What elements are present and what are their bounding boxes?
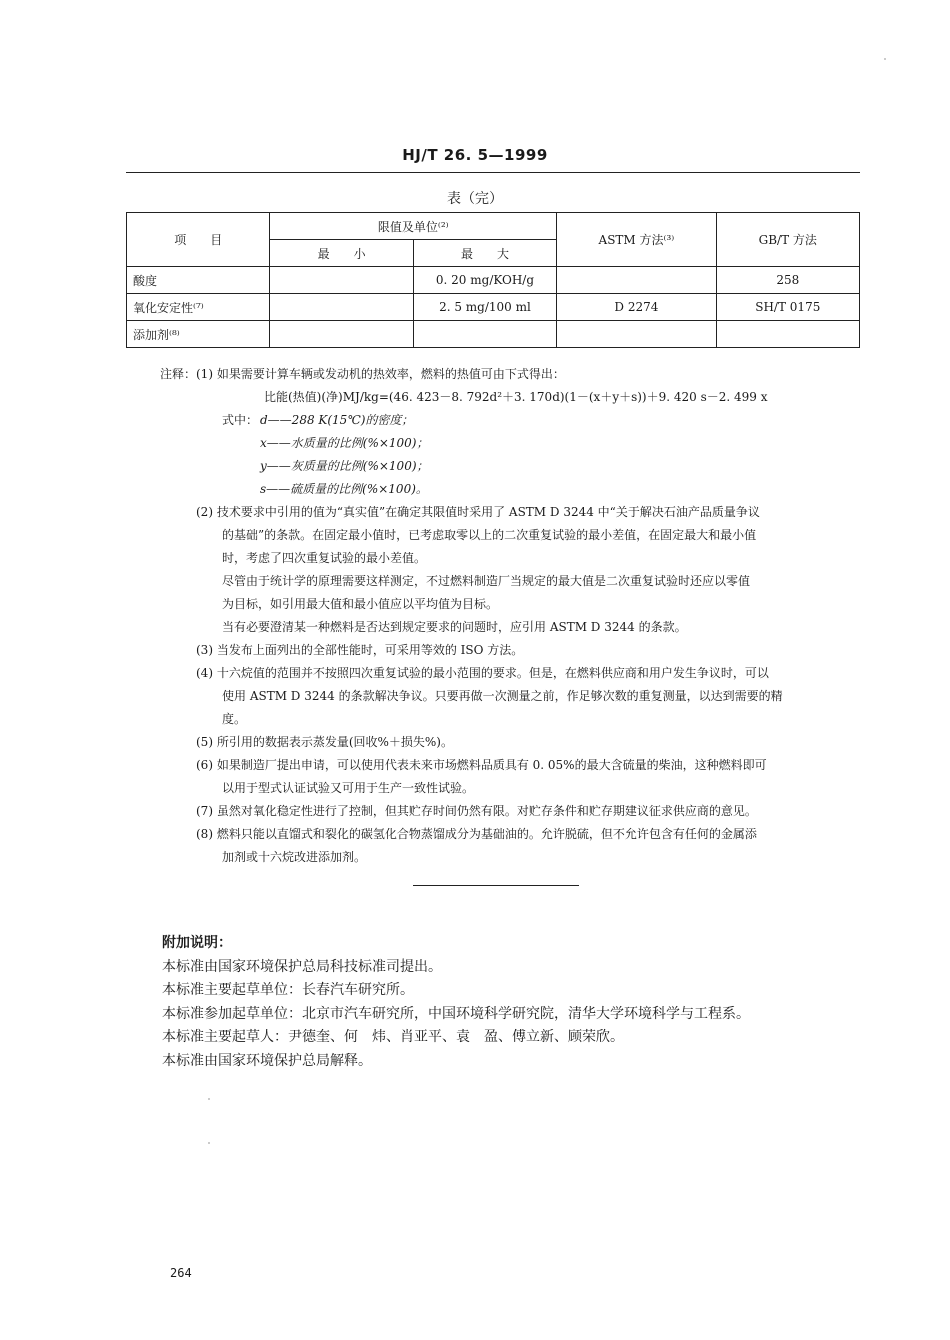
scan-speck [208, 1142, 210, 1144]
appendix-line: 本标准主要起草单位：长春汽车研究所。 [162, 982, 414, 998]
note-7: (7) 虽然对氧化稳定性进行了控制，但其贮存时间仍然有限。对贮存条件和贮存期建议征求供应商的意见。 [196, 804, 757, 818]
specification-table [126, 212, 860, 348]
row-min [270, 321, 413, 348]
header-rule [126, 172, 860, 173]
table-caption: 表（完） [447, 191, 503, 207]
note-6-line-2: 以用于型式认证试验又可用于生产一致性试验。 [222, 781, 475, 795]
note-1-where-x: x——水质量的比例(%×100)； [260, 436, 429, 450]
header-min: 最 小 [270, 240, 413, 267]
scan-speck [884, 58, 886, 60]
note-4-line-1: (4) 十六烷值的范围并不按照四次重复试验的最小范围的要求。但是，在燃料供应商和用户发生争议时，可以 [196, 666, 769, 680]
row-astm: D 2274 [557, 294, 716, 321]
note-2-line-4: 尽管由于统计学的原理需要这样测定，不过燃料制造厂当规定的最大值是二次重复试验时还应以零值 [222, 574, 751, 588]
note-1-where-s: s——硫质量的比例(%×100)。 [260, 482, 428, 496]
header-astm-method: ASTM 方法⁽³⁾ [557, 213, 716, 267]
note-4-line-3: 度。 [222, 712, 247, 726]
note-1-where-d: d——288 K(15℃)的密度； [260, 413, 414, 427]
notes-label: 注释： [160, 367, 197, 381]
note-2-line-1: (2) 技术要求中引用的值为“真实值”在确定其限值时采用了 ASTM D 3244 中“关于解决石油产品质量争议 [196, 505, 760, 519]
row-max [413, 321, 556, 348]
header-max: 最 大 [413, 240, 556, 267]
note-2-line-6: 当有必要澄清某一种燃料是否达到规定要求的问题时，应引用 ASTM D 3244 的条款。 [222, 620, 687, 634]
row-min [270, 267, 413, 294]
appendix-title: 附加说明： [162, 935, 232, 951]
note-4-line-2: 使用 ASTM D 3244 的条款解决争议。只要再做一次测量之前，作足够次数的重复测量，以达到需要的精 [222, 689, 783, 703]
note-8-line-2: 加剂或十六烷改进添加剂。 [222, 850, 367, 864]
note-2-line-5: 为目标，如引用最大值和最小值应以平均值为目标。 [222, 597, 499, 611]
row-item: 添加剂⁽⁸⁾ [127, 321, 270, 348]
table-row [127, 267, 860, 294]
table-row [127, 294, 860, 321]
note-1-where-prefix: 式中： [222, 413, 259, 427]
appendix-line: 本标准参加起草单位：北京市汽车研究所，中国环境科学研究院，清华大学环境科学与工程系。 [162, 1005, 750, 1022]
header-gbt-method: GB/T 方法 [716, 213, 859, 267]
scan-speck [208, 1098, 210, 1100]
row-min [270, 294, 413, 321]
note-1-where-y: y——灰质量的比例(%×100)； [260, 459, 429, 473]
row-max: 2. 5 mg/100 ml [413, 294, 556, 321]
appendix-line: 本标准由国家环境保护总局科技标准司提出。 [162, 958, 442, 975]
note-8-line-1: (8) 燃料只能以直馏式和裂化的碳氢化合物蒸馏成分为基础油的。允许脱硫，但不允许包含有任何的金属添 [196, 827, 757, 841]
header-item: 项 目 [127, 213, 270, 267]
note-3: (3) 当发布上面列出的全部性能时，可采用等效的 ISO 方法。 [196, 643, 524, 657]
header-limits-units: 限值及单位⁽²⁾ [270, 213, 557, 240]
row-astm [557, 267, 716, 294]
row-astm [557, 321, 716, 348]
appendix-line: 本标准由国家环境保护总局解释。 [162, 1052, 372, 1069]
row-gbt: 258 [716, 267, 859, 294]
note-2-line-2: 的基础”的条款。在固定最小值时，已考虑取零以上的二次重复试验的最小差值，在固定最大和最小值 [222, 528, 757, 542]
table-row [127, 321, 860, 348]
note-1-formula: 比能(热值)(净)MJ/kg=(46. 423－8. 792d²＋3. 170d)(1－(x＋y＋s))＋9. 420 s－2. 499 x [264, 390, 768, 404]
row-item: 氧化安定性⁽⁷⁾ [127, 294, 270, 321]
row-gbt [716, 321, 859, 348]
section-separator [413, 885, 579, 886]
row-item: 酸度 [127, 267, 270, 294]
note-2-line-3: 时，考虑了四次重复试验的最小差值。 [222, 551, 427, 565]
row-gbt: SH/T 0175 [716, 294, 859, 321]
appendix-line: 本标准主要起草人：尹德奎、何 炜、肖亚平、袁 盈、傅立新、顾荣欣。 [162, 1029, 624, 1045]
appendix-section [162, 932, 750, 1073]
note-6-line-1: (6) 如果制造厂提出申请，可以使用代表未来市场燃料品质具有 0. 05%的最大含硫量的柴油，这种燃料即可 [196, 758, 767, 772]
note-1: (1) 如果需要计算车辆或发动机的热效率，燃料的热值可由下式得出： [196, 367, 565, 381]
standard-code-header: HJ/T 26. 5—1999 [402, 146, 548, 164]
page-number: 264 [170, 1266, 192, 1280]
note-5: (5) 所引用的数据表示蒸发量(回收%＋损失%)。 [196, 735, 453, 749]
row-max: 0. 20 mg/KOH/g [413, 267, 556, 294]
